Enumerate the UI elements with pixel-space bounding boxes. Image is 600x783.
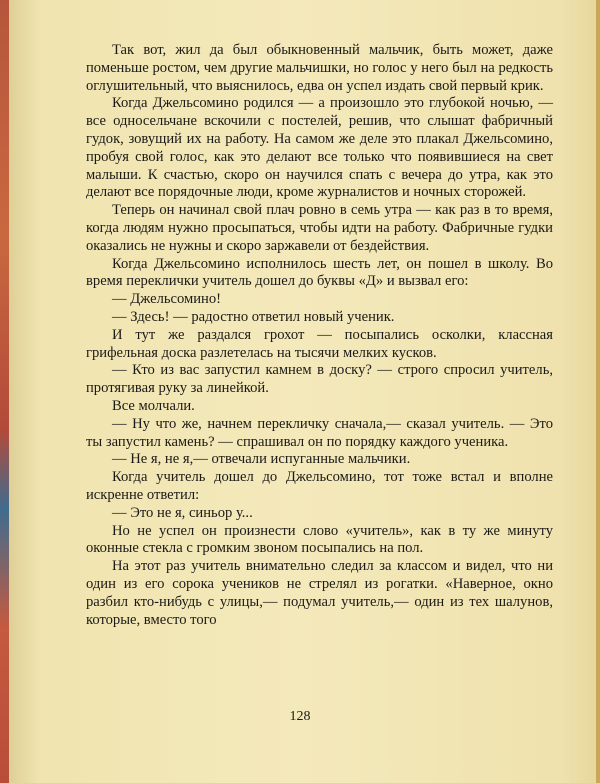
- page-text: [86, 42, 553, 629]
- paragraph: Когда Джельсомино исполнилось шесть лет, он пошел в школу. Во время переклички учитель дошел до буквы «Д» и вызвал его:: [86, 255, 553, 290]
- paragraph: Теперь он начинал свой плач ровно в семь утра — как раз в то время, когда людям нужно просыпаться, чтобы идти на работу. Фабричные гудки оказались не нужны и скоро заржавели от бездействия.: [86, 202, 553, 254]
- paragraph: Все молчали.: [112, 397, 195, 414]
- page-number: 128: [289, 709, 311, 724]
- paragraph: — Кто из вас запустил камнем в доску? — строго спросил учитель, протягивая руку за линейкой.: [86, 362, 553, 397]
- paragraph: — Ну что же, начнем перекличку сначала,— сказал учитель. — Это ты запустил камень? — спрашивал он по порядку каждого ученика.: [86, 415, 553, 450]
- paragraph: И тут же раздался грохот — посыпались осколки, классная грифельная доска разлетелась на тысячи мелких кусков.: [86, 326, 553, 361]
- paragraph: — Здесь! — радостно ответил новый ученик.: [112, 308, 395, 325]
- paragraph: На этот раз учитель внимательно следил за классом и видел, что ни один из его сорока учеников не стрелял из рогатки. «Наверное, окно разбил кто-нибудь с улицы,— подумал учитель,— один из тех шалунов, которые, вместо того: [86, 558, 553, 628]
- paragraph: Когда учитель дошел до Джельсомино, тот тоже встал и вполне искренне ответил:: [86, 469, 553, 503]
- paragraph: — Это не я, синьор у...: [112, 504, 253, 521]
- paragraph: Когда Джельсомино родился — а произошло это глубокой ночью, — все односельчане вскочили с постелей, решив, что слышат фабричный гудок, зовущий их на работу. На самом же деле это плакал Джельсомино, пробуя свой голос, как это делают все только что появившиеся на свет малыши. К счастью, скоро он научился спать с вечера до утра, как это делают все порядочные люди, кроме журналистов и ночных сторожей.: [86, 95, 553, 201]
- paragraph: — Джельсомино!: [112, 291, 222, 308]
- paragraph: Но не успел он произнести слово «учитель», как в ту же минуту оконные стекла с громким звоном посыпались на пол.: [86, 522, 553, 557]
- paragraph: Так вот, жил да был обыкновенный мальчик, быть может, даже поменьше ростом, чем другие мальчишки, но голос у него был на редкость оглушительный, что выяснилось, едва он успел издать свой первый крик.: [86, 42, 553, 94]
- book-cover-edge: [0, 0, 9, 783]
- page-edge: [596, 0, 600, 783]
- paragraph: — Не я, не я,— отвечали испуганные мальчики.: [112, 451, 411, 468]
